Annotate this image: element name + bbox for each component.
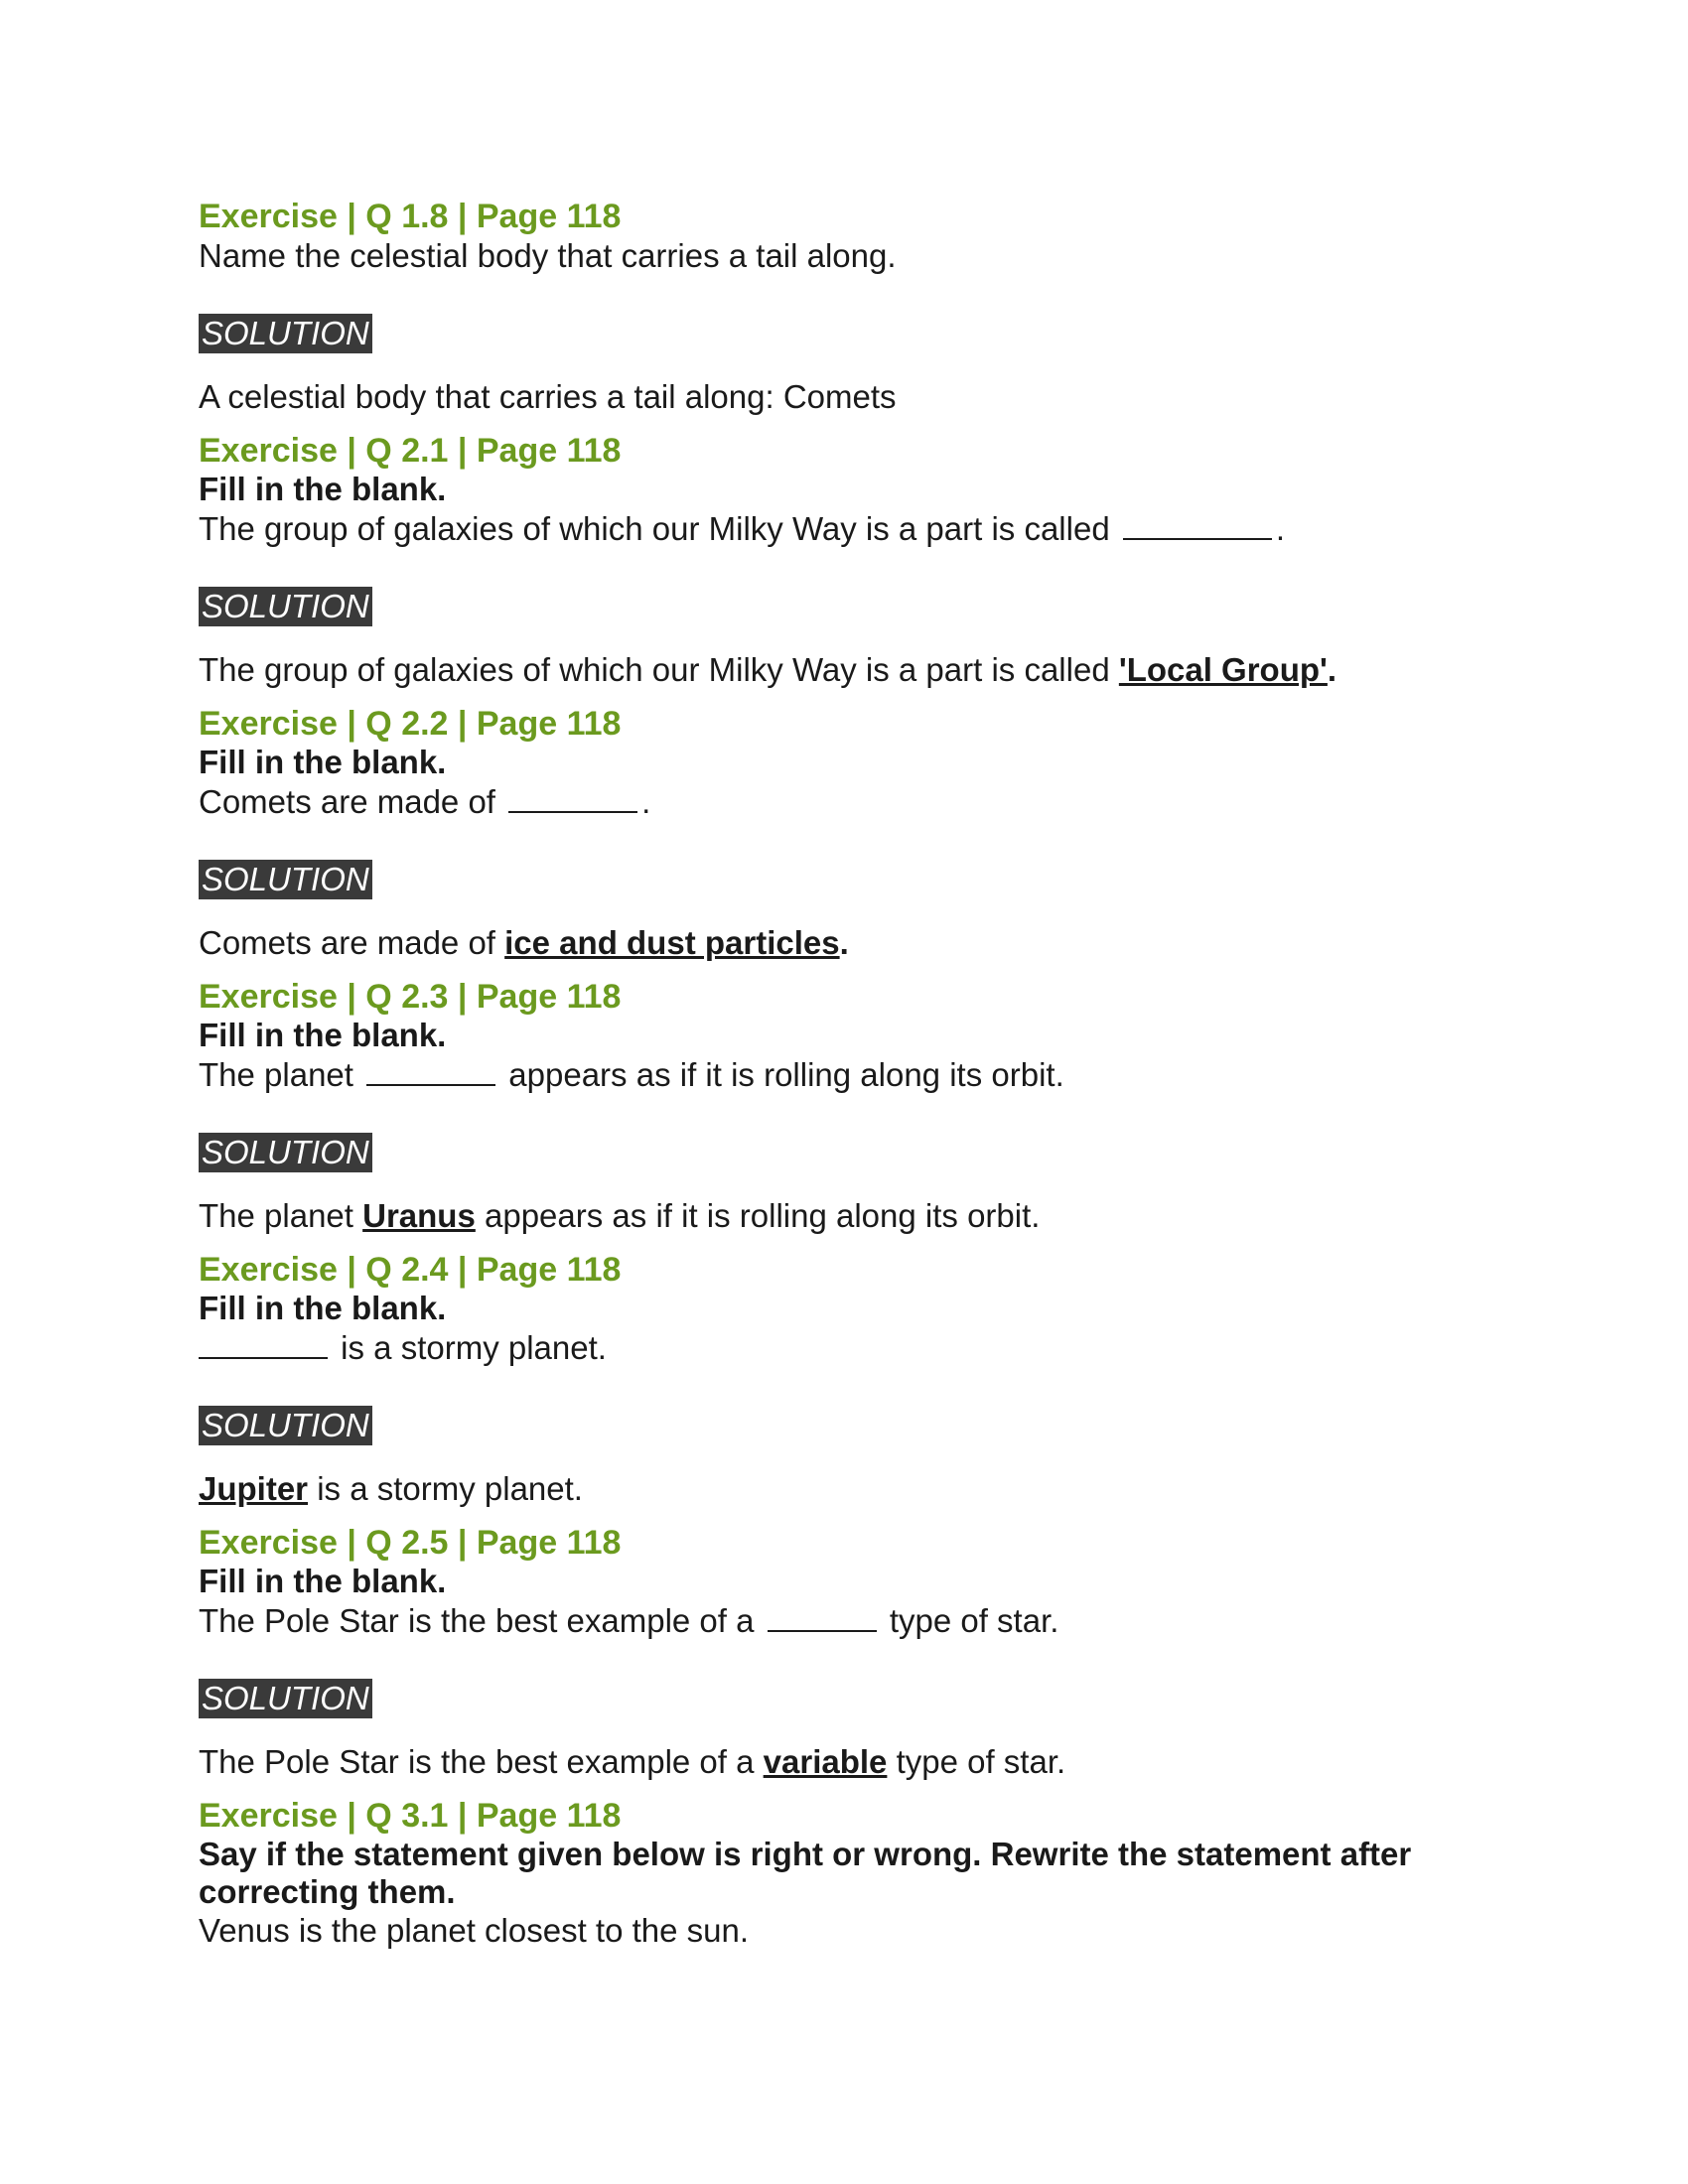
exercise-block <box>199 1250 1489 1509</box>
solution-after: appears as if it is rolling along its orbit. <box>485 1197 1041 1234</box>
question-before: Comets are made of <box>199 783 495 820</box>
solution-before: The Pole Star is the best example of a <box>199 1743 755 1780</box>
instruction-text: Fill in the blank. <box>199 1290 447 1326</box>
instruction-text: Fill in the blank. <box>199 1563 447 1599</box>
exercise-header: Exercise | Q 2.4 | Page 118 <box>199 1251 622 1289</box>
solution-badge: SOLUTION <box>199 1133 372 1172</box>
solution-text <box>199 1196 1489 1236</box>
question-after: appears as if it is rolling along its orbit. <box>508 1056 1064 1093</box>
solution-badge: SOLUTION <box>199 314 372 353</box>
solution-badge: SOLUTION <box>199 1679 372 1718</box>
solution-text <box>199 1742 1489 1782</box>
question-text <box>199 508 1489 549</box>
question-after: . <box>641 783 651 820</box>
exercise-header: Exercise | Q 1.8 | Page 118 <box>199 198 622 235</box>
exercise-header: Exercise | Q 3.1 | Page 118 <box>199 1797 622 1835</box>
exercise-block <box>199 1796 1489 1951</box>
solution-after: . <box>1327 651 1337 688</box>
answer-text: ice and dust particles <box>504 924 840 961</box>
instruction-text: Fill in the blank. <box>199 471 447 507</box>
solution-after: . <box>839 924 849 961</box>
question-before: The group of galaxies of which our Milky Way is a part is called <box>199 510 1110 547</box>
answer-blank <box>366 1054 495 1086</box>
solution-text <box>199 650 1489 690</box>
answer-blank <box>508 781 637 813</box>
exercise-header: Exercise | Q 2.2 | Page 118 <box>199 705 622 743</box>
exercise-block <box>199 704 1489 963</box>
exercise-block <box>199 197 1489 417</box>
solution-text <box>199 1469 1489 1509</box>
question-before: The planet <box>199 1056 353 1093</box>
solution-before: Comets are made of <box>199 924 495 961</box>
solution-after: type of star. <box>896 1743 1066 1780</box>
document-page <box>199 197 1489 1951</box>
exercise-block <box>199 431 1489 690</box>
answer-text: 'Local Group' <box>1118 651 1328 688</box>
answer-text: Uranus <box>362 1197 476 1234</box>
question-text <box>199 781 1489 822</box>
question-before: The Pole Star is the best example of a <box>199 1602 755 1639</box>
exercise-header: Exercise | Q 2.3 | Page 118 <box>199 978 622 1016</box>
exercise-block <box>199 1523 1489 1782</box>
instruction-text: Say if the statement given below is right or wrong. Rewrite the statement after correcting them. <box>199 1836 1412 1910</box>
exercise-header: Exercise | Q 2.5 | Page 118 <box>199 1524 622 1562</box>
instruction-text: Fill in the blank. <box>199 744 447 780</box>
answer-text: Jupiter <box>199 1470 309 1507</box>
solution-text <box>199 923 1489 963</box>
answer-blank <box>1123 508 1272 540</box>
question-text <box>199 1054 1489 1095</box>
solution-before: The group of galaxies of which our Milky Way is a part is called <box>199 651 1110 688</box>
answer-text: variable <box>763 1743 888 1780</box>
exercise-block <box>199 977 1489 1236</box>
question-after: type of star. <box>889 1602 1059 1639</box>
question-text <box>199 1600 1489 1641</box>
question-text <box>199 1327 1489 1368</box>
answer-blank <box>199 1327 328 1359</box>
solution-badge: SOLUTION <box>199 587 372 626</box>
exercise-header: Exercise | Q 2.1 | Page 118 <box>199 432 622 470</box>
solution-after: is a stormy planet. <box>317 1470 583 1507</box>
question-after: . <box>1275 510 1286 547</box>
question-after: is a stormy planet. <box>341 1329 607 1366</box>
solution-badge: SOLUTION <box>199 860 372 899</box>
question-text: Name the celestial body that carries a tail along. <box>199 237 897 274</box>
question-text: Venus is the planet closest to the sun. <box>199 1912 750 1949</box>
solution-before: The planet <box>199 1197 353 1234</box>
instruction-text: Fill in the blank. <box>199 1017 447 1053</box>
answer-blank <box>768 1600 877 1632</box>
solution-badge: SOLUTION <box>199 1406 372 1445</box>
solution-text: A celestial body that carries a tail along: Comets <box>199 378 897 415</box>
